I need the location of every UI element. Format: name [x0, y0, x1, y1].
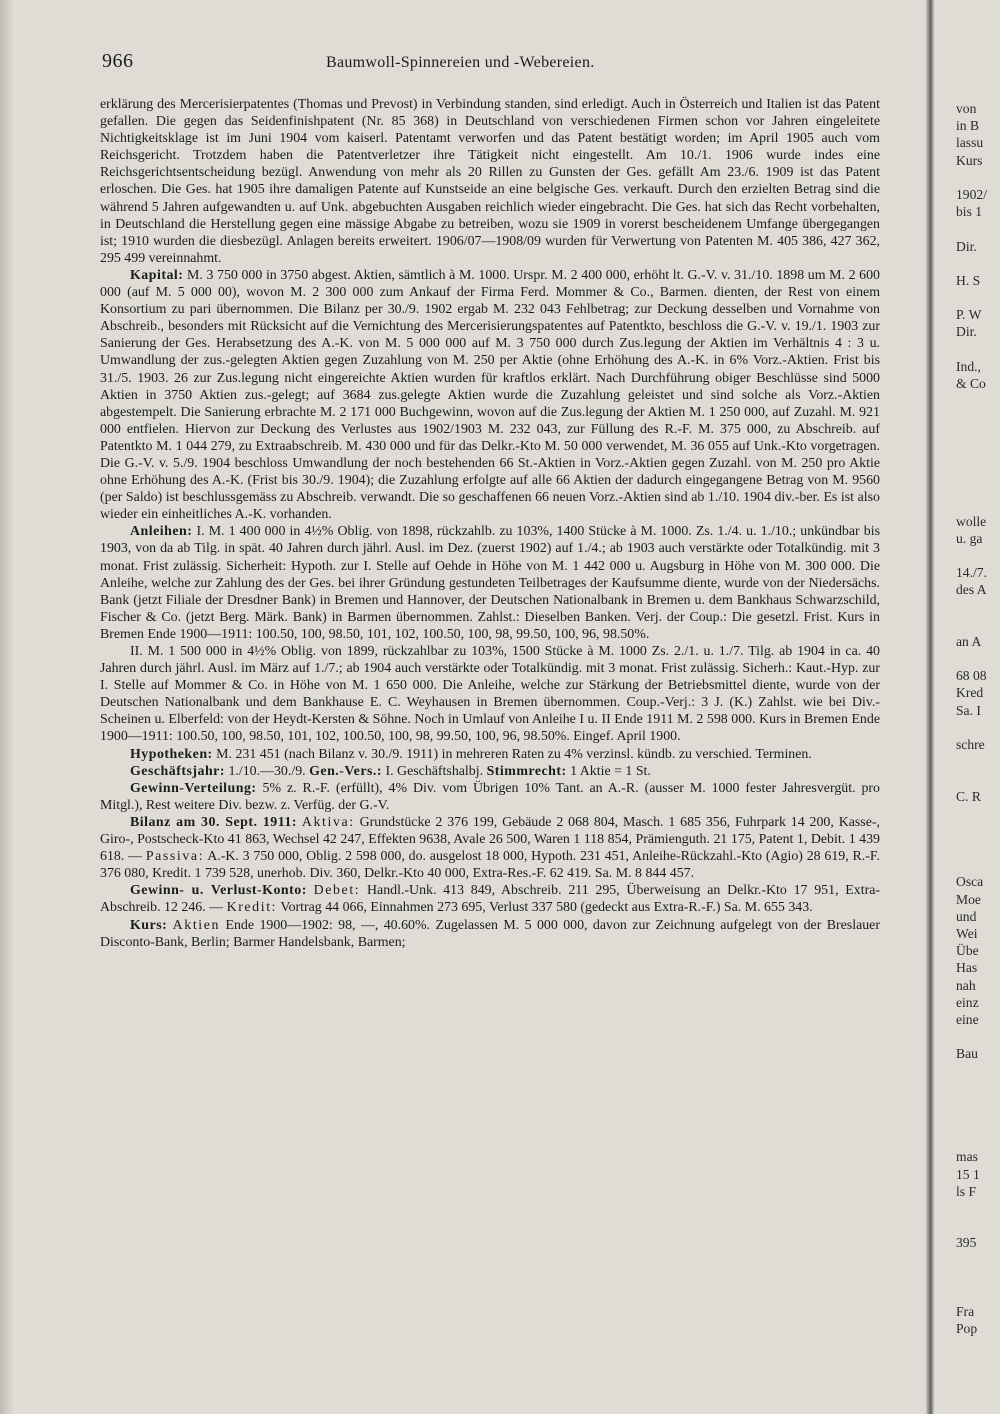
- book-gutter: [926, 0, 934, 1414]
- adjacent-page-fragment: Osca: [956, 874, 984, 890]
- geschaeftsjahr-value: 1./10.—30./9.: [228, 763, 306, 779]
- gewinn-verteilung-section: [100, 780, 880, 814]
- adjacent-page-fragment: mas: [956, 1149, 978, 1165]
- adjacent-page-fragment: Dir.: [956, 238, 977, 254]
- adjacent-page-fragment: ls F: [956, 1183, 977, 1199]
- adjacent-page-fragment: P. W: [956, 307, 982, 323]
- bilanz-section: [100, 814, 880, 882]
- adjacent-page-fragment: von: [956, 101, 977, 116]
- anleihen-text: I. M. 1 400 000 in 4½% Oblig. von 1898, rückzahlb. zu 103%, 1400 Stücke à M. 1000. Zs. 1./4. u. 1./10.; unkündbar bis 1903, von da ab Tilg. in spät. 40 Jahren durch jährl. Ausl. im Dez. (zuerst 1902) auf 1./4.; ab 1903 auch verstärkte oder Totalkündig. mit 3 monat. Frist zulässig. Sicherheit: Hypoth. zur I. Stelle auf Oehde in Höhe von M. 1 442 000 u. Augsburg in Höhe von M. 300 000. Die Anleihe, welche zur Zahlung des der Ges. bei ihrer Gründung gestundeten Teilbetrages der Kaufsumme diente, wurde von der Niedersächs. Bank (jetzt Filiale der Dresdner Bank) in Bremen und Hannover, der Deutschen Nationalbank in Bremen u. dem Bankhaus Schwarzschild, Fischer & Co. (jetzt Berg. Märk. Bank) in Barmen übernommen. Zahlst.: Dieselben Banken. Verj. der Coup.: Die gesetzl. Frist. Kurs in Bremen Ende 1900—1911: 100.50, 100, 98.50, 101, 102, 100.50, 100, 98, 99.50, 100, 96, 98.50%.: [100, 524, 880, 642]
- kapital-text: M. 3 750 000 in 3750 abgest. Aktien, sämtlich à M. 1000. Urspr. M. 2 400 000, erhöht lt. G.-V. v. 31./10. 1898 um M. 2 600 000 (auf M. 5 000 00), wovon M. 2 300 000 zum Ankauf der Firma Ferd. Mommer & Co., Barmen. dienten, der Rest von einem Konsortium zu pari übernommen. Die Bilanz per 30./9. 1902 ergab M. 232 043 Fehlbetrag; zur Deckung desselben und Vornahme von Abschreib., besonders mit Rücksicht auf die Vernichtung des Mercerisierungspatentes auf Patentkto, beschloss die G.-V. v. 19./1. 1903 zur Sanierung der Ges. Herabsetzung des A.-K. von M. 5 000 000 auf M. 3 750 000 durch Zus.legung der Aktien im Verhältnis 4 : 3 u. Umwandlung der zus.-gelegten Aktien gegen Zuzahlung von M. 250 per Aktie (ohne Erhöhung des A.-K. in 6% Vorz.-Aktien. Frist bis 31./5. 1903. 26 zur Zus.legung nicht eingereichte Aktien wurden für kraftlos erklärt. Nach Durchführung obiger Beschlüsse sind 5000 Aktien in 3750 Aktien zus.-gelegt; auf 3684 zus.gelegte Aktien wurde die Zuzahlung geleistet und sind solche als Vorz.-Aktien abgestempelt. Die Sanierung erbrachte M. 2 171 000 Buchgewinn, wovon auf die Zus.legung der Aktien M. 1 250 000, auf Zuzahl. M. 921 000 entfielen. Hiervon zur Deckung des Verlustes aus 1902/1903 M. 232 043, zur Füllung des R.-F. M. 375 000, zu Abschreib. auf Patentkto M. 1 044 279, zu Extraabschreib. M. 430 000 und für das Delkr.-Kto M. 50 000 verwendet, M. 36 055 auf Unk.-Kto vorgetragen. Die G.-V. v. 5./9. 1904 beschloss Umwandlung der noch bestehenden 66 St.-Aktien in Vorz.-Aktien gegen Zuzahl. von M. 250 pro Aktie ohne Erhöhung des A.-K. (Frist bis 30./9. 1904); die Zuzahlung erfolgte auf alle 66 Aktien der dadurch eingegangene Betrag von M. 9560 (per Saldo) ist beschlussgemäss zu Abschreib. verwandt. Die so geschaffenen 66 neuen Vorz.-Aktien sind ab 1./10. 1904 div.-ber. Es ist also wieder ein einheitliches A.-K. vorhanden.: [100, 267, 880, 523]
- kredit-text: Vortrag 44 066, Einnahmen 273 695, Verlust 337 580 (gedeckt aus Extra-R.-F.) Sa. M. 655 343.: [280, 900, 813, 916]
- aktiva-text: Grundstücke 2 376 199, Gebäude 2 068 804, Masch. 1 685 356, Fuhrpark 14 200, Kasse-, Giro-, Postscheck-Kto 41 863, Wechsel 42 247, Effekten 9638, Avale 26 500, Waren 1 118 854, Prämienguth. 21 175, Patent 1, Debit. 1 439 618. —: [100, 814, 880, 865]
- gewinn-verteilung-label: Gewinn-Verteilung:: [130, 780, 257, 796]
- adjacent-page-fragment: [956, 1028, 1000, 1045]
- adjacent-page-fragment: [956, 1114, 1000, 1131]
- compact-info-line: [100, 763, 880, 780]
- anleihen-section: [100, 523, 880, 643]
- adjacent-page-fragment: [956, 616, 1000, 633]
- kurs-aktien-label: Aktien: [172, 917, 221, 933]
- page-number: 966: [102, 50, 134, 72]
- adjacent-page-fragment: Moe: [956, 891, 981, 907]
- adjacent-page-fragment: und: [956, 908, 977, 924]
- adjacent-page-fragment: C. R: [956, 788, 981, 804]
- adjacent-page-fragment: [956, 1063, 1000, 1080]
- adjacent-page-fragment: [956, 1269, 1000, 1286]
- hypotheken-label: Hypotheken:: [130, 746, 213, 762]
- debet-text: Handl.-Unk. 413 849, Abschreib. 211 295, Überweisung an Delkr.-Kto 17 951, Extra-Abschreib. 12 246. —: [100, 883, 880, 916]
- adjacent-page-fragment: [956, 409, 1000, 426]
- adjacent-page-fragment: 68 08: [956, 668, 987, 684]
- page-header: [0, 50, 930, 80]
- adjacent-page-fragment: einz: [956, 994, 979, 1010]
- adjacent-page-fragment: H. S: [956, 272, 981, 288]
- adjacent-page-fragment: [956, 805, 1000, 822]
- kurs-label: Kurs:: [130, 917, 168, 933]
- adjacent-page-fragment: [956, 1080, 1000, 1097]
- adjacent-page-fragment: [956, 461, 1000, 478]
- adjacent-page-fragment: [956, 478, 1000, 495]
- passiva-text: A.-K. 3 750 000, Oblig. 2 598 000, do. ausgelost 18 000, Hypoth. 231 451, Anleihe-Rückzahl.-Kto (Agio) 28 619, R.-F. 376 080, Kredit. 1 739 528, unerhob. Div. 360, Delkr.-Kto 40 000, Extra-Res.-F. 62 419. Sa. M. 8 844 457.: [100, 849, 880, 882]
- adjacent-page-fragment: Fra: [956, 1304, 975, 1320]
- main-text-column: [100, 96, 880, 951]
- hypotheken-text: M. 231 451 (nach Bilanz v. 30./9. 1911) in mehreren Raten zu 4% verzinsl. kündb. zu verschied. Terminen.: [216, 746, 812, 762]
- adjacent-page-fragment: [956, 839, 1000, 856]
- genvers-value: I. Geschäftshalbj.: [385, 763, 484, 779]
- gewinn-verteilung-text: 5% z. R.-F. (erfüllt), 4% Div. vom Übrigen 10% Tant. an A.-R. (ausser M. 1000 fester Jahresvergüt. pro Mitgl.), Rest weitere Div. bezw. z. Verfüg. der G.-V.: [100, 780, 880, 813]
- adjacent-page-fragment: [956, 444, 1000, 461]
- adjacent-page-fragment: [956, 1131, 1000, 1148]
- adjacent-page-fragments: [956, 100, 1000, 1338]
- adjacent-page-fragment: bis 1: [956, 204, 983, 220]
- stimmrecht-label: Stimmrecht:: [486, 763, 567, 779]
- adjacent-page-fragment: Ind.,: [956, 358, 981, 374]
- adjacent-page-fragment: 1902/: [956, 186, 987, 202]
- adjacent-page-fragment: Wei: [956, 926, 978, 941]
- adjacent-page-fragment: [956, 1286, 1000, 1303]
- hypotheken-section: [100, 746, 880, 763]
- adjacent-page-fragment: [956, 341, 1000, 358]
- adjacent-page-fragment: 395: [956, 1235, 977, 1251]
- adjacent-page-fragment: [956, 1097, 1000, 1114]
- adjacent-page-fragment: Übe: [956, 943, 979, 959]
- adjacent-page-fragment: 14./7.: [956, 565, 987, 581]
- adjacent-page-fragment: Dir.: [956, 324, 977, 340]
- kurs-text: Ende 1900—1902: 98, —, 40.60%. Zugelassen M. 5 000 000, davon zur Zeichnung aufgelegt von der Breslauer Disconto-Bank, Berlin; Barmer Handelsbank, Barmen;: [100, 917, 880, 950]
- debet-label: Debet:: [313, 883, 361, 899]
- aktiva-label: Aktiva:: [301, 814, 355, 830]
- adjacent-page-fragment: [956, 255, 1000, 272]
- adjacent-page-fragment: [956, 753, 1000, 770]
- anleihen-label: Anleihen:: [130, 524, 193, 540]
- adjacent-page-fragment: Kred: [956, 685, 984, 701]
- adjacent-page-fragment: [956, 719, 1000, 736]
- running-title: Baumwoll-Spinnereien und -Webereien.: [326, 54, 595, 71]
- passiva-label: Passiva:: [145, 849, 205, 865]
- adjacent-page-fragment: Bau: [956, 1046, 978, 1062]
- adjacent-page-fragment: [956, 289, 1000, 306]
- adjacent-page-fragment: [956, 856, 1000, 873]
- adjacent-page-fragment: u. ga: [956, 530, 983, 546]
- adjacent-page-fragment: & Co: [956, 376, 986, 391]
- adjacent-page-fragment: [956, 770, 1000, 787]
- adjacent-page-fragment: in B: [956, 118, 980, 134]
- adjacent-page-fragment: nah: [956, 977, 976, 993]
- adjacent-page-fragment: an A: [956, 633, 982, 649]
- adjacent-page-fragment: [956, 1252, 1000, 1269]
- kapital-label: Kapital:: [130, 267, 184, 283]
- anleihe-ii-section: [100, 643, 880, 746]
- gewinn-verlust-section: [100, 882, 880, 916]
- adjacent-page-fragment: Kurs: [956, 152, 983, 168]
- adjacent-page-fragment: eine: [956, 1011, 979, 1027]
- adjacent-page-fragment: [956, 598, 1000, 615]
- adjacent-page-fragment: [956, 822, 1000, 839]
- gewinn-verlust-label: Gewinn- u. Verlust-Konto:: [130, 883, 307, 899]
- adjacent-page-fragment: [956, 169, 1000, 186]
- adjacent-page-fragment: [956, 427, 1000, 444]
- intro-paragraph: erklärung des Mercerisierpatentes (Thomas und Prevost) in Verbindung standen, sind erledigt. Auch in Österreich und Italien ist das Patent gefallen. Die gegen das Seidenfinishpatent (Nr. 85 368) in Deutschland von verschiedenen Firmen schon vor Jahren eingeleitete Nichtigkeitsklage ist im Juni 1904 vom kaiserl. Patentamt verworfen und das Patent bestätigt worden; im April 1905 auch vom Reichsgericht. Trotzdem haben die Patentverletzer ihre Tätigkeit nicht eingestellt. Am 10./1. 1906 wurde indes eine Reichsgerichtsentscheidung bezügl. Anwendung von mehr als 20 Rillen zu Gunsten der Ges. gefällt Am 23./6. 1909 ist das Patent erloschen. Die Ges. hat 1905 ihre damaligen Patente auf Kunstseide an eine belgische Ges. verkauft. Durch den erzielten Betrag sind die während 5 Jahren aufgewandten u. auf Unk. abgebuchten Ausgaben reichlich wieder eingebracht. Die Ges. hat sich das Recht vorbehalten, in Deutschland die Herstellung gegen eine mässige Abgabe zu betreiben, wozu sie 1909 in vorerst bescheidenem Umfange übergegangen ist; 1910 wurden die diesbezügl. Anlagen bereits erweitert. 1906/07—1908/09 wurden für Verwertung von Patenten M. 405 386, 427 362, 295 499 vereinnahmt.: [100, 97, 880, 266]
- adjacent-page-fragment: Pop: [956, 1321, 978, 1337]
- genvers-label: Gen.-Vers.:: [309, 763, 382, 779]
- adjacent-page-fragment: des A: [956, 582, 987, 598]
- adjacent-page-fragment: [956, 392, 1000, 409]
- adjacent-page-fragment: [956, 1200, 1000, 1217]
- adjacent-page-fragment: [956, 1217, 1000, 1234]
- geschaeftsjahr-label: Geschäftsjahr:: [130, 763, 225, 779]
- kapital-section: [100, 267, 880, 523]
- adjacent-page-fragment: [956, 547, 1000, 564]
- adjacent-page-fragment: 15 1: [956, 1166, 980, 1182]
- kredit-label: Kredit:: [226, 900, 278, 916]
- stimmrecht-value: 1 Aktie = 1 St.: [570, 763, 651, 779]
- kurs-section: [100, 917, 880, 951]
- adjacent-page-fragment: Has: [956, 960, 978, 976]
- bilanz-label: Bilanz am 30. Sept. 1911:: [130, 814, 297, 830]
- adjacent-page-fragment: Sa. I: [956, 702, 981, 718]
- page-edge-shadow: [0, 0, 14, 1414]
- adjacent-page-fragment: [956, 220, 1000, 237]
- adjacent-page-fragment: [956, 495, 1000, 512]
- anleihe-ii-text: II. M. 1 500 000 in 4½% Oblig. von 1899, rückzahlbar zu 103%, 1500 Stücke à M. 1000 Zs. 2./1. u. 1./7. Tilg. ab 1904 in ca. 40 Jahren durch jährl. Ausl. im März auf 1./7.; ab 1904 auch verstärkte oder Totalkündig. mit 3 monat. Frist zulässig. Sicherh.: Kaut.-Hyp. zur I. Stelle auf Mommer & Co. in Höhe von M. 1 650 000. Die Anleihe, welche zur Stärkung der Betriebsmittel diente, wurde von der Deutschen Nationalbank und dem Bankhause E. C. Weyhausen in Bremen übernommen. Coup.-Verj.: 3 J. (K.) Zahlst. wie bei Div.-Scheinen u. Elberfeld: von der Heydt-Kersten & Söhne. Noch in Umlauf von Anleihe I u. II Ende 1911 M. 2 598 000. Kurs in Bremen Ende 1900—1911: 100.50, 100, 98.50, 101, 102, 100.50, 100, 98, 99.50, 100, 96, 98.50%. Eingef. April 1900.: [100, 644, 880, 745]
- adjacent-page-fragment: schre: [956, 736, 985, 752]
- adjacent-page-fragment: [956, 650, 1000, 667]
- adjacent-page-fragment: lassu: [956, 135, 984, 151]
- adjacent-page-fragment: wolle: [956, 513, 987, 529]
